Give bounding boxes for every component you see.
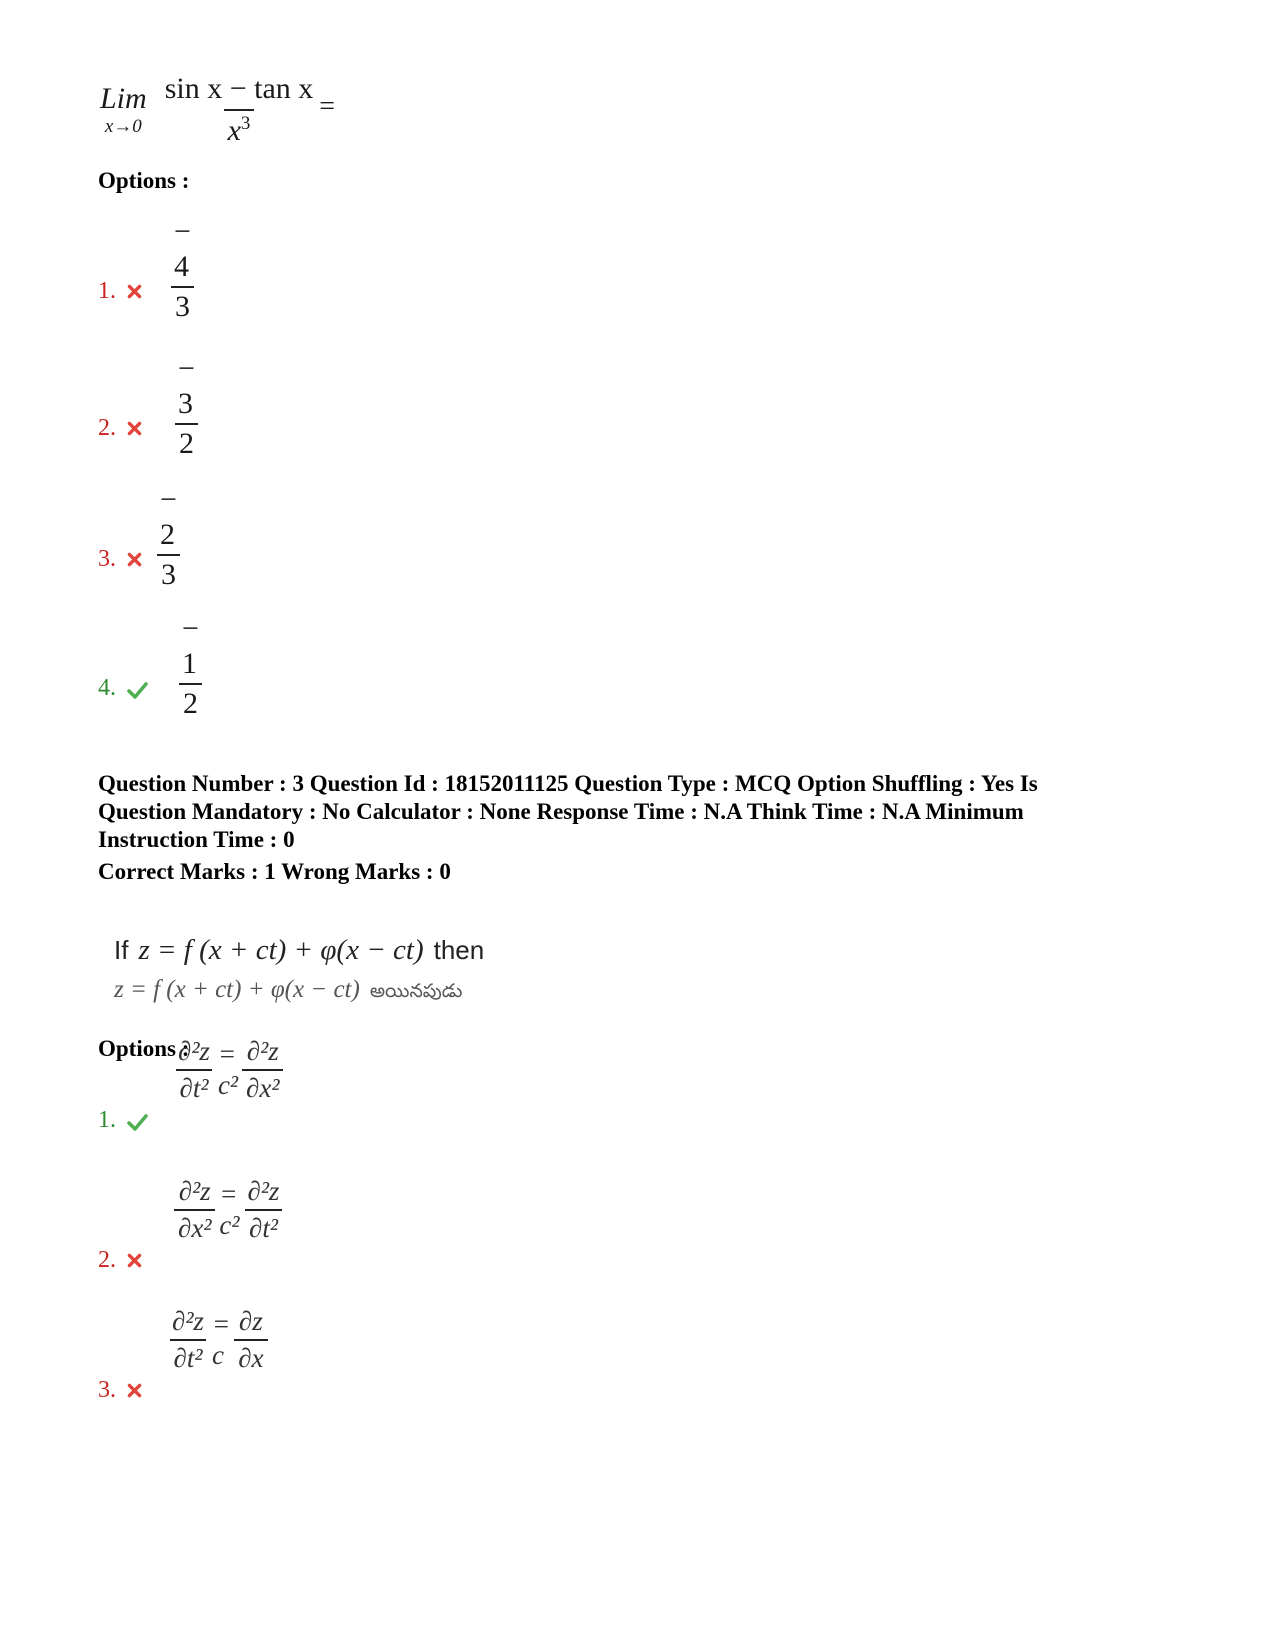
option-fraction [174, 352, 199, 462]
option-number: 1. [98, 1107, 116, 1133]
question-stem-telugu [114, 976, 462, 1007]
option-equation [168, 1306, 268, 1374]
option-item[interactable] [98, 215, 191, 323]
lhs-denominator: ∂x² [174, 1209, 215, 1244]
lhs-denominator: ∂t² [170, 1339, 207, 1374]
option-equation [174, 1036, 283, 1104]
lhs-numerator: ∂²z [178, 1036, 210, 1066]
option-number: 2. [98, 1247, 116, 1273]
stem-if: If [114, 935, 129, 965]
option-fraction [170, 215, 195, 325]
rhs-fraction [242, 1036, 283, 1104]
limit-operator [100, 82, 147, 138]
check-icon [126, 1112, 146, 1132]
marks-line: Correct Marks : 1 Wrong Marks : 0 [98, 859, 451, 884]
option-number: 4. [98, 675, 116, 701]
meta-line-3: Instruction Time : 0 [98, 827, 295, 852]
stem-expression-telugu: z = f (x + ct) + φ(x − ct) [114, 976, 360, 1003]
option-denominator: 2 [179, 683, 202, 722]
lim-subscript: x→0 [104, 116, 142, 137]
option-number: 3. [98, 1377, 116, 1403]
cross-icon [126, 1252, 146, 1272]
rhs-denominator: ∂x [234, 1339, 267, 1374]
equation-middle: = c [211, 1309, 231, 1371]
rhs-numerator: ∂²z [246, 1036, 279, 1066]
lhs-numerator: ∂²z [172, 1306, 204, 1336]
option-item[interactable] [98, 1306, 264, 1404]
lhs-denominator: ∂t² [176, 1069, 213, 1104]
equation-middle: = c² [217, 1039, 239, 1101]
options-label-2: Options : [98, 1036, 190, 1061]
option-item[interactable] [98, 352, 195, 460]
option-number: 1. [98, 278, 116, 304]
option-numerator: − 4 [174, 215, 191, 283]
rhs-fraction [234, 1306, 267, 1374]
question-stem-english [114, 934, 484, 967]
options-label: Options : [98, 168, 190, 193]
option-numerator: − 2 [160, 483, 177, 551]
option-item[interactable] [98, 1176, 280, 1274]
cross-icon [126, 551, 146, 571]
denominator-base: x [227, 113, 241, 147]
rhs-fraction [244, 1176, 284, 1244]
lhs-fraction [168, 1306, 208, 1374]
limit-expression [100, 72, 335, 148]
cross-icon [126, 1382, 146, 1402]
option-numerator: − 3 [178, 352, 195, 420]
lim-text: Lim [100, 82, 147, 115]
option-number: 2. [98, 415, 116, 441]
option-numerator: − 1 [182, 612, 199, 680]
lhs-fraction [174, 1176, 215, 1244]
denominator-power: 3 [240, 112, 251, 134]
limit-numerator: sin x − tan x [164, 72, 314, 105]
rhs-denominator: ∂x² [242, 1069, 283, 1104]
stem-then: then [433, 935, 485, 965]
limit-equals: = [319, 91, 336, 122]
option-number: 3. [98, 546, 116, 572]
option-item[interactable] [98, 612, 199, 720]
rhs-denominator: ∂t² [245, 1209, 282, 1244]
rhs-numerator: ∂z [238, 1306, 263, 1336]
equation-middle: = c² [219, 1179, 240, 1241]
option-denominator: 2 [175, 423, 198, 462]
option-denominator: 3 [157, 554, 180, 593]
option-equation [174, 1176, 283, 1244]
rhs-numerator: ∂²z [247, 1176, 280, 1206]
option-item[interactable] [98, 1036, 280, 1134]
option-fraction [156, 483, 181, 593]
cross-icon [126, 283, 146, 303]
meta-line-2: Question Mandatory : No Calculator : None Response Time : N.A Think Time : N.A Minimum [98, 799, 1024, 824]
limit-denominator [224, 109, 255, 149]
lhs-fraction [174, 1036, 214, 1104]
option-fraction [178, 612, 203, 722]
check-icon [126, 680, 146, 700]
option-denominator: 3 [171, 286, 194, 325]
stem-telugu-suffix: అయినపుడు [369, 981, 463, 1002]
stem-expression: z = f (x + ct) + φ(x − ct) [138, 934, 424, 966]
cross-icon [126, 420, 146, 440]
meta-line-1: Question Number : 3 Question Id : 18152011125 Question Type : MCQ Option Shuffling : Yes Is [98, 771, 1038, 796]
question-meta [98, 770, 1198, 854]
limit-fraction [161, 72, 318, 148]
option-item[interactable] [98, 483, 177, 591]
lhs-numerator: ∂²z [178, 1176, 211, 1206]
